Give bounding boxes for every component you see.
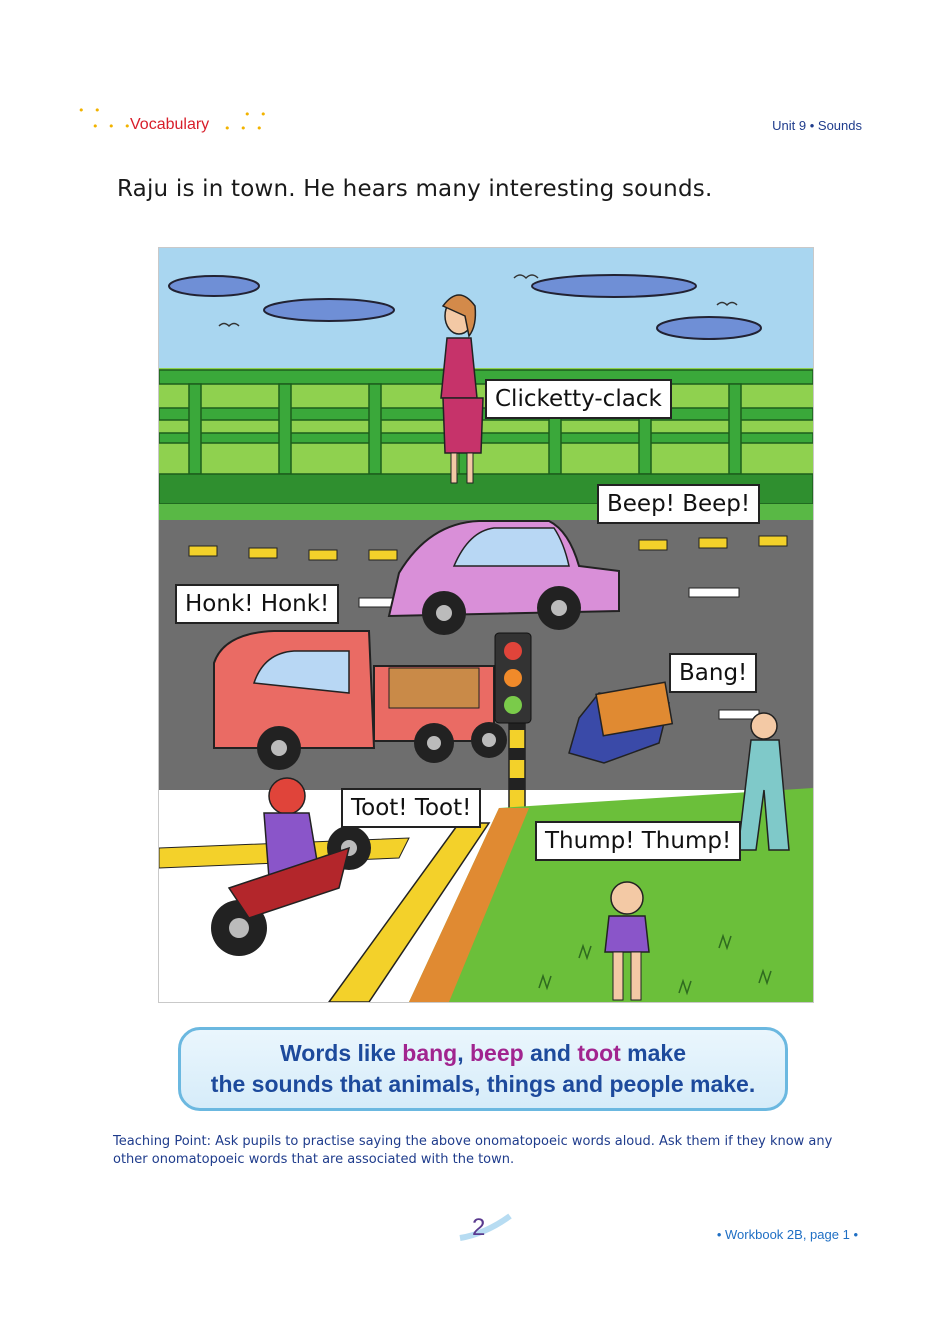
info-text: Words like — [279, 1040, 403, 1066]
page-number: 2 — [472, 1214, 486, 1241]
keyword-bang: bang — [402, 1040, 458, 1066]
sound-label-toot: Toot! Toot! — [341, 788, 481, 828]
info-text: , — [457, 1040, 470, 1066]
workbook-ref-text: Workbook 2B, page 1 — [725, 1227, 850, 1242]
decor-dots-icon: • • • — [92, 120, 134, 133]
town-scene-drawing — [159, 248, 813, 1002]
bullet-icon: • — [716, 1227, 722, 1242]
sound-label-clicketty-clack: Clicketty-clack — [485, 379, 672, 419]
section-tag — [78, 104, 278, 144]
sound-label-beep: Beep! Beep! — [597, 484, 760, 524]
sound-label-honk: Honk! Honk! — [175, 584, 339, 624]
unit-label: Unit 9 • Sounds — [772, 118, 862, 133]
decor-dots-icon: • • • — [224, 122, 266, 135]
decor-dots-icon: • • — [78, 104, 104, 117]
workbook-reference — [717, 1227, 858, 1242]
decor-dots-icon: • • — [244, 108, 270, 121]
section-label: Vocabulary — [130, 116, 210, 133]
info-text: and — [523, 1040, 578, 1066]
sound-label-bang: Bang! — [669, 653, 757, 693]
info-line-1 — [181, 1038, 785, 1069]
sound-label-thump: Thump! Thump! — [535, 821, 741, 861]
info-text: make — [620, 1040, 686, 1066]
teaching-point: Teaching Point: Ask pupils to practise saying the above onomatopoeic words aloud. Ask them if they know any other onomatopoeic words that are associated with the town. — [113, 1134, 833, 1167]
town-illustration — [158, 247, 814, 1003]
keyword-toot: toot — [577, 1040, 621, 1066]
bullet-icon: • — [853, 1227, 858, 1242]
info-box — [178, 1027, 788, 1111]
keyword-beep: beep — [470, 1040, 524, 1066]
intro-sentence: Raju is in town. He hears many interesting sounds. — [117, 176, 713, 202]
info-line-2: the sounds that animals, things and people make. — [210, 1071, 756, 1097]
